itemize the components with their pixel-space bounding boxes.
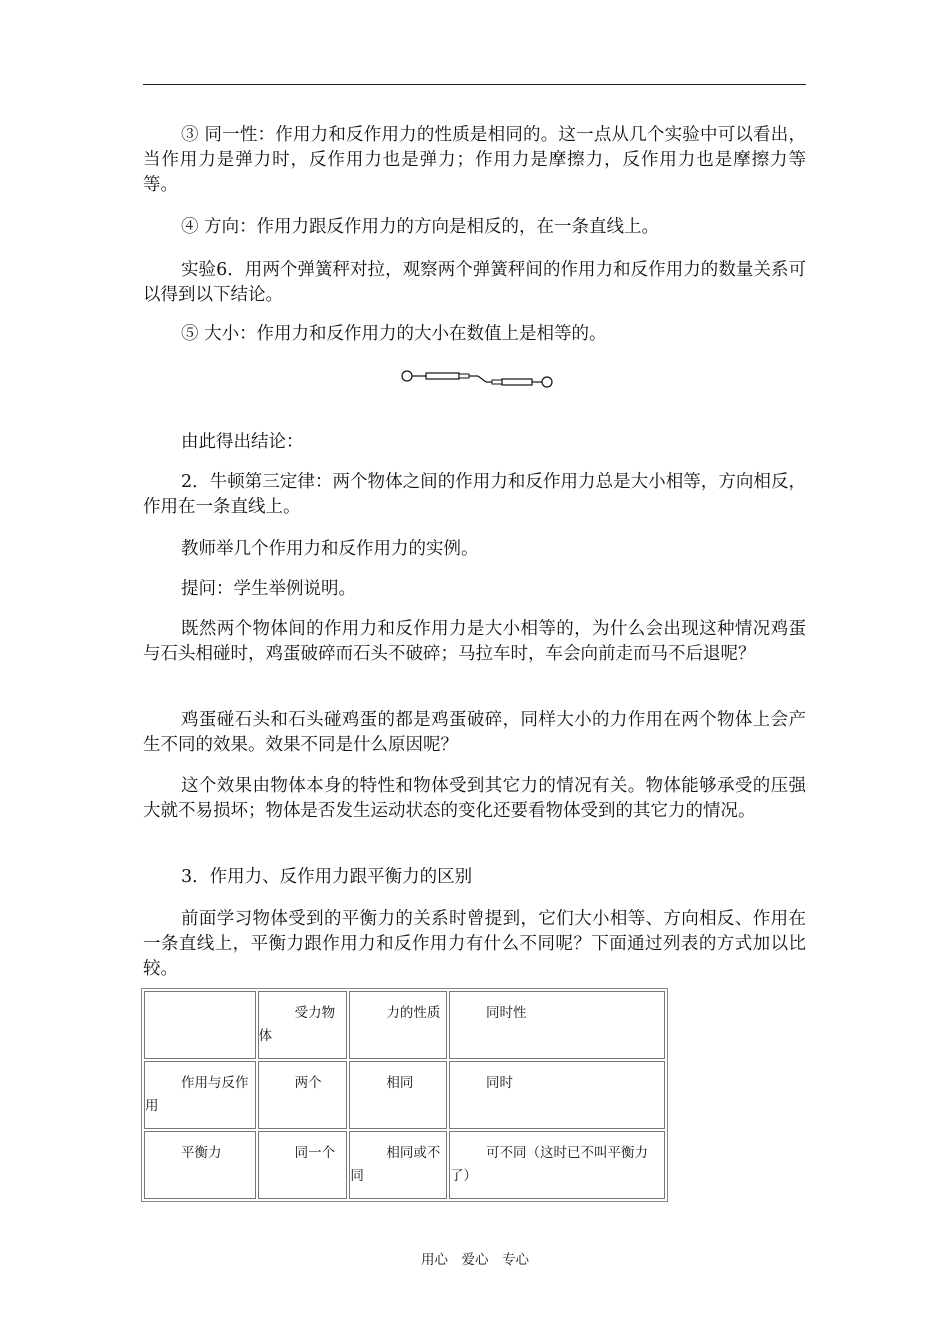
table-row — [144, 1131, 665, 1199]
paragraph-teacher-examples: 教师举几个作用力和反作用力的实例。 — [181, 539, 479, 559]
paragraph-magnitude: ⑤ 大小：作用力和反作用力的大小在数值上是相等的。 — [181, 324, 607, 344]
paragraph-explanation: 这个效果由物体本身的特性和物体受到其它力的情况有关。物体能够承受的压强大就不易损坏；物体是否发生运动状态的变化还要看物体受到的其它力的情况。 — [143, 776, 806, 821]
table-header-row — [144, 991, 665, 1059]
paragraph-different-effects: 鸡蛋碰石头和石头碰鸡蛋的都是鸡蛋破碎，同样大小的力作用在两个物体上会产生不同的效果。效果不同是什么原因呢？ — [143, 710, 806, 755]
paragraph-section-3-heading: 3．作用力、反作用力跟平衡力的区别 — [181, 867, 473, 887]
header-rule — [143, 84, 806, 85]
page-footer: 用心 爱心 专心 — [421, 1252, 529, 1268]
paragraph-experiment-6: 实验6．用两个弹簧秤对拉，观察两个弹簧秤间的作用力和反作用力的数量关系可以得到以下结论。 — [143, 260, 806, 305]
table-header-cell: 受力物体 — [258, 991, 348, 1059]
paragraph-balance-intro: 前面学习物体受到的平衡力的关系时曾提到，它们大小相等、方向相反、作用在一条直线上，平衡力跟作用力和反作用力有什么不同呢？下面通过列表的方式加以比较。 — [143, 909, 806, 979]
paragraph-identity: ③ 同一性：作用力和反作用力的性质是相同的。这一点从几个实验中可以看出，当作用力是弹力时，反作用力也是弹力；作用力是摩擦力，反作用力也是摩擦力等等。 — [143, 125, 806, 195]
paragraph-egg-stone: 既然两个物体间的作用力和反作用力是大小相等的，为什么会出现这种情况鸡蛋与石头相碰时，鸡蛋破碎而石头不破碎；马拉车时，车会向前走而马不后退呢？ — [143, 619, 806, 664]
table-cell: 同时 — [449, 1061, 665, 1129]
table-row — [144, 1061, 665, 1129]
table-cell: 相同或不同 — [349, 1131, 447, 1199]
spring-scales-figure — [398, 365, 558, 395]
table-cell: 同一个 — [258, 1131, 348, 1199]
table-cell: 平衡力 — [144, 1131, 256, 1199]
paragraph-conclusion-intro: 由此得出结论： — [181, 432, 304, 452]
table-cell: 相同 — [349, 1061, 447, 1129]
comparison-table — [141, 988, 668, 1202]
table-header-cell: 同时性 — [449, 991, 665, 1059]
table-cell: 作用与反作用 — [144, 1061, 256, 1129]
table-header-cell — [144, 991, 256, 1059]
table-header-cell: 力的性质 — [349, 991, 447, 1059]
paragraph-question: 提问：学生举例说明。 — [181, 579, 356, 599]
paragraph-direction: ④ 方向：作用力跟反作用力的方向是相反的，在一条直线上。 — [181, 217, 660, 237]
table-cell: 两个 — [258, 1061, 348, 1129]
table-cell: 可不同（这时已不叫平衡力了） — [449, 1131, 665, 1199]
paragraph-newton-third-law: 2．牛顿第三定律：两个物体之间的作用力和反作用力总是大小相等，方向相反，作用在一条直线上。 — [143, 472, 806, 517]
